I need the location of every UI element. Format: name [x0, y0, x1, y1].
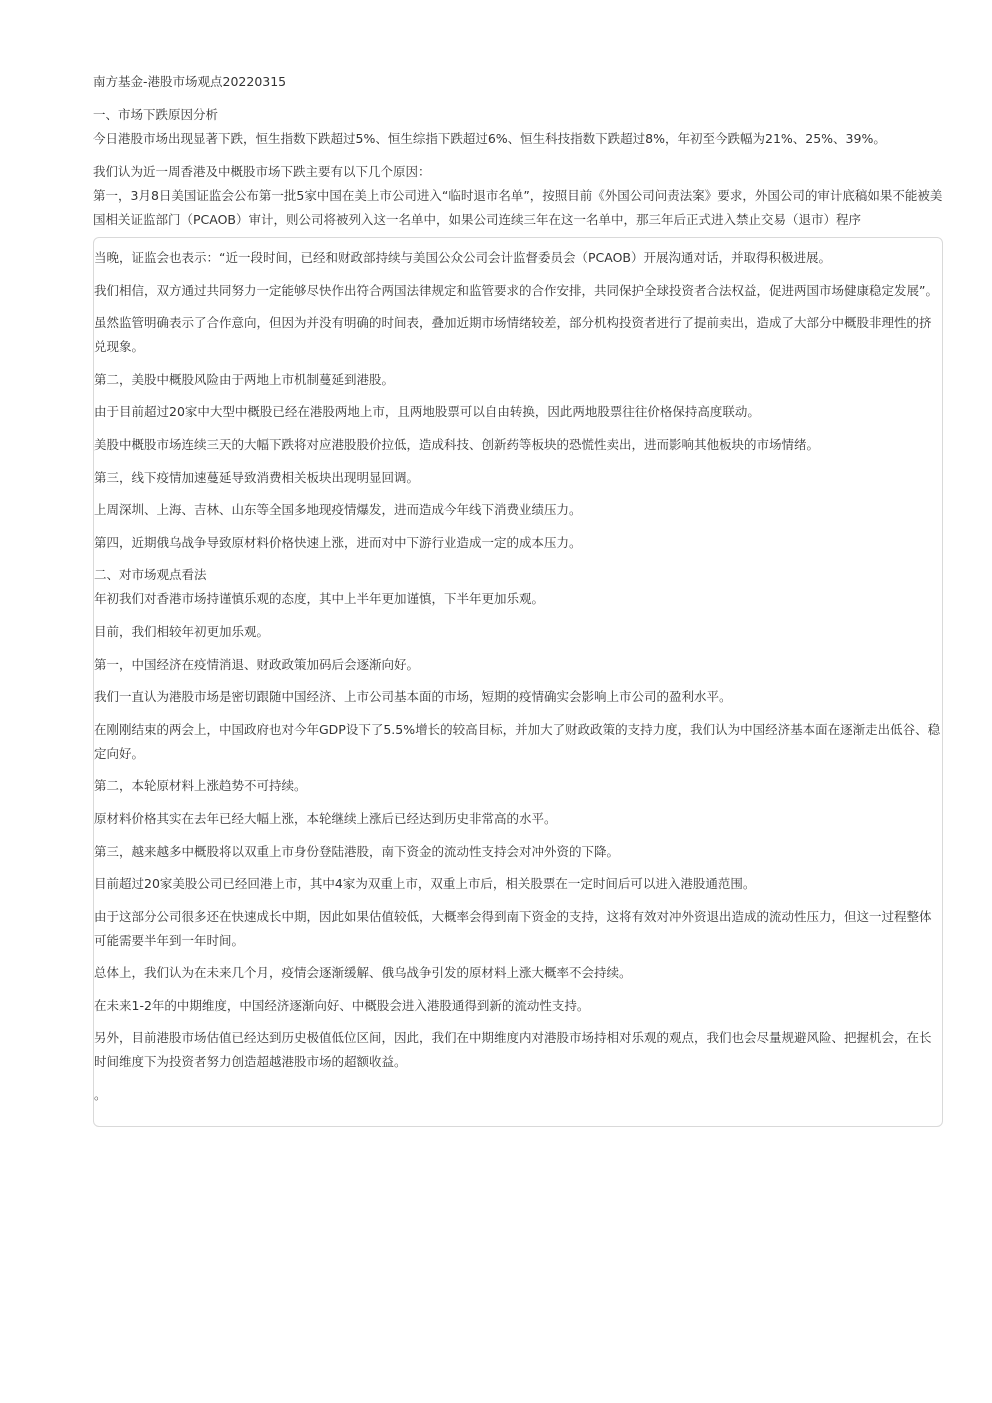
paragraph: 原材料价格其实在去年已经大幅上涨，本轮继续上涨后已经达到历史非常高的水平。	[94, 810, 557, 826]
paragraph: 虽然监管明确表示了合作意向，但因为并没有明确的时间表，叠加近期市场情绪较差，部分机构投资者进行了提前卖出，造成了大部分中概股非理性的挤兑现象。	[94, 315, 932, 355]
paragraph: 第二，美股中概股风险由于两地上市机制蔓延到港股。	[94, 371, 395, 387]
paragraph: 年初我们对香港市场持谨慎乐观的态度，其中上半年更加谨慎，下半年更加乐观。	[94, 591, 545, 607]
paragraph: 当晚，证监会也表示：“近一段时间，已经和财政部持续与美国公众公司会计监督委员会（PCAOB）开展沟通对话，并取得积极进展。	[94, 250, 831, 265]
paragraph: 我们一直认为港股市场是密切跟随中国经济、上市公司基本面的市场，短期的疫情确实会影响上市公司的盈利水平。	[94, 689, 732, 705]
paragraph: 第三，越来越多中概股将以双重上市身份登陆港股，南下资金的流动性支持会对冲外资的下降。	[94, 843, 620, 859]
paragraph: 目前，我们相较年初更加乐观。	[94, 623, 270, 639]
paragraph: 总体上，我们认为在未来几个月，疫情会逐渐缓解、俄乌战争引发的原材料上涨大概率不会持续。	[94, 965, 632, 981]
paragraph: 在刚刚结束的两会上，中国政府也对今年GDP设下了5.5%增长的较高目标，并加大了财政政策的支持力度，我们认为中国经济基本面在逐渐走出低谷、稳定向好。	[94, 721, 941, 761]
paragraph: 在未来1-2年的中期维度，中国经济逐渐向好、中概股会进入港股通得到新的流动性支持。	[94, 997, 590, 1013]
paragraph: 第一，3月8日美国证监会公布第一批5家中国在美上市公司进入“临时退市名单”，按照目前《外国公司问责法案》要求，外国公司的审计底稿如果不能被美国相关证监部门（PCAOB）审计，则公司将被列入这一名单中，如果公司连续三年在这一名单中，那三年后正式进入禁止交易（退市）程序	[93, 188, 943, 227]
content-box	[93, 237, 943, 1127]
section-heading-1: 一、市场下跌原因分析	[93, 107, 219, 122]
paragraph: 上周深圳、上海、吉林、山东等全国多地现疫情爆发，进而造成今年线下消费业绩压力。	[94, 502, 582, 518]
paragraph: 另外，目前港股市场估值已经达到历史极值低位区间，因此，我们在中期维度内对港股市场持相对乐观的观点，我们也会尽量规避风险、把握机会，在长时间维度下为投资者努力创造超越港股市场的超额收益。	[94, 1030, 932, 1070]
document-title: 南方基金-港股市场观点20220315	[93, 74, 287, 89]
paragraph: 第二，本轮原材料上涨趋势不可持续。	[94, 778, 307, 794]
paragraph: 第三，线下疫情加速蔓延导致消费相关板块出现明显回调。	[94, 469, 420, 485]
paragraph: 目前超过20家美股公司已经回港上市，其中4家为双重上市，双重上市后，相关股票在一定时间后可以进入港股通范围。	[94, 876, 756, 892]
paragraph: 由于这部分公司很多还在快速成长中期，因此如果估值较低，大概率会得到南下资金的支持，这将有效对冲外资退出造成的流动性压力，但这一过程整体可能需要半年到一年时间。	[94, 908, 932, 948]
section-heading-2: 二、对市场观点看法	[94, 567, 207, 583]
paragraph: 由于目前超过20家中大型中概股已经在港股两地上市，且两地股票可以自由转换，因此两地股票往往价格保持高度联动。	[94, 404, 760, 420]
document	[93, 70, 943, 1127]
paragraph: 我们相信，双方通过共同努力一定能够尽快作出符合两国法律规定和监管要求的合作安排，共同保护全球投资者合法权益，促进两国市场健康稳定发展”。	[94, 282, 938, 298]
paragraph: 美股中概股市场连续三天的大幅下跌将对应港股股价拉低，造成科技、创新药等板块的恐慌性卖出，进而影响其他板块的市场情绪。	[94, 436, 820, 452]
paragraph: 第四，近期俄乌战争导致原材料价格快速上涨，进而对中下游行业造成一定的成本压力。	[94, 534, 582, 550]
paragraph: 我们认为近一周香港及中概股市场下跌主要有以下几个原因：	[93, 164, 431, 179]
paragraph: 今日港股市场出现显著下跌，恒生指数下跌超过5%、恒生综指下跌超过6%、恒生科技指数下跌超过8%，年初至今跌幅为21%、25%、39%。	[93, 131, 886, 146]
paragraph: 第一，中国经济在疫情消退、财政政策加码后会逐渐向好。	[94, 656, 420, 672]
paragraph: 。	[94, 1087, 107, 1103]
